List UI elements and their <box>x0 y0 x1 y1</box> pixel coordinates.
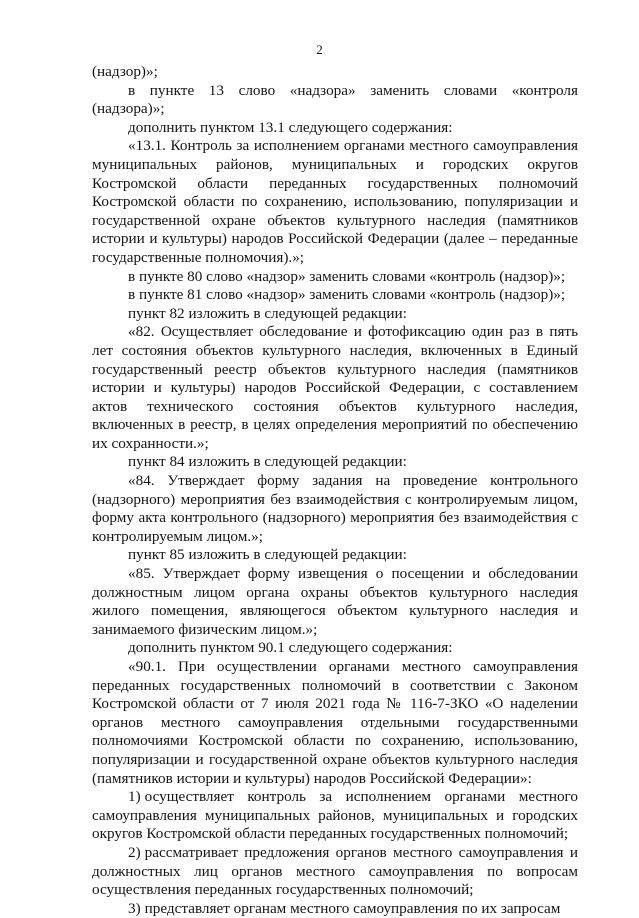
paragraph-10: «84. Утверждает форму задания на проведение контрольного (надзорного) мероприятия без взаимодействия с контролируемым лицом, форму акта контрольного (надзорного) мероприятия без взаимодействия с контролируемым лицом.»; <box>92 472 578 545</box>
paragraph-7: пункт 82 изложить в следующей редакции: <box>128 304 407 322</box>
paragraph-3: дополнить пунктом 13.1 следующего содержания: <box>128 118 453 136</box>
paragraph-8: «82. Осуществляет обследование и фотофиксацию один раз в пять лет состояния объектов культурного наследия, включенных в Единый государственный реестр объектов культурного наследия (памятников истории и культуры) народов Российской Федерации, с составлением актов технического состояния объектов культурного наследия, включенных в реестр, в целях определения мероприятий по обеспечению их сохранности.»; <box>92 323 578 452</box>
numbered-item-1 <box>92 788 578 844</box>
item-number: 3) <box>128 899 141 917</box>
paragraph-6: в пункте 81 слово «надзор» заменить словами «контроль (надзор)»; <box>128 286 566 304</box>
item-number: 2) <box>128 843 141 861</box>
item-text: представляет органам местного самоуправления по их запросам <box>144 899 561 917</box>
item-text: рассматривает предложения органов местного самоуправления и должностных лиц органов местного самоуправления по вопросам осуществления переданных государственных полномочий; <box>92 843 578 899</box>
paragraph-1: (надзор)»; <box>92 63 158 80</box>
paragraph-4: «13.1. Контроль за исполнением органами местного самоуправления муниципальных районов, муниципальных и городских округов Костромской области переданных государственных полномочий Костромской области по сохранению, использованию, популяризации и государственной охране объектов культурного наследия (памятников истории и культуры) народов Российской Федерации (далее – переданные государственные полномочия).»; <box>92 137 578 266</box>
paragraph-11: пункт 85 изложить в следующей редакции: <box>128 546 407 564</box>
numbered-item-3 <box>92 900 578 918</box>
paragraph-9: пункт 84 изложить в следующей редакции: <box>128 453 407 471</box>
paragraph-13: дополнить пунктом 90.1 следующего содержания: <box>128 639 453 657</box>
page-number: 2 <box>316 42 323 57</box>
paragraph-2: в пункте 13 слово «надзора» заменить словами «контроля (надзора)»; <box>92 81 578 118</box>
paragraph-5: в пункте 80 слово «надзор» заменить словами «контроль (надзор)»; <box>128 267 566 285</box>
numbered-item-2 <box>92 844 578 900</box>
paragraph-12: «85. Утверждает форму извещения о посещении и обследовании должностным лицом органа охраны объектов культурного наследия жилого помещения, являющегося объектом культурного наследия и занимаемого физическим лицом.»; <box>92 565 578 638</box>
item-number: 1) <box>128 788 141 806</box>
paragraph-14: «90.1. При осуществлении органами местного самоуправления переданных государственных полномочий в соответствии с Законом Костромской области от 7 июля 2021 года № 116-7-ЗКО «О наделении органов местного самоуправления отдельными государственными полномочиями Костромской области по сохранению, использованию, популяризации и государственной охране объектов культурного наследия (памятников истории и культуры) народов Российской Федерации»: <box>92 658 578 787</box>
document-body <box>92 63 578 918</box>
item-text: осуществляет контроль за исполнением органами местного самоуправления муниципальных районов, муниципальных и городских округов Костромской области переданных государственных полномочий; <box>92 788 578 843</box>
